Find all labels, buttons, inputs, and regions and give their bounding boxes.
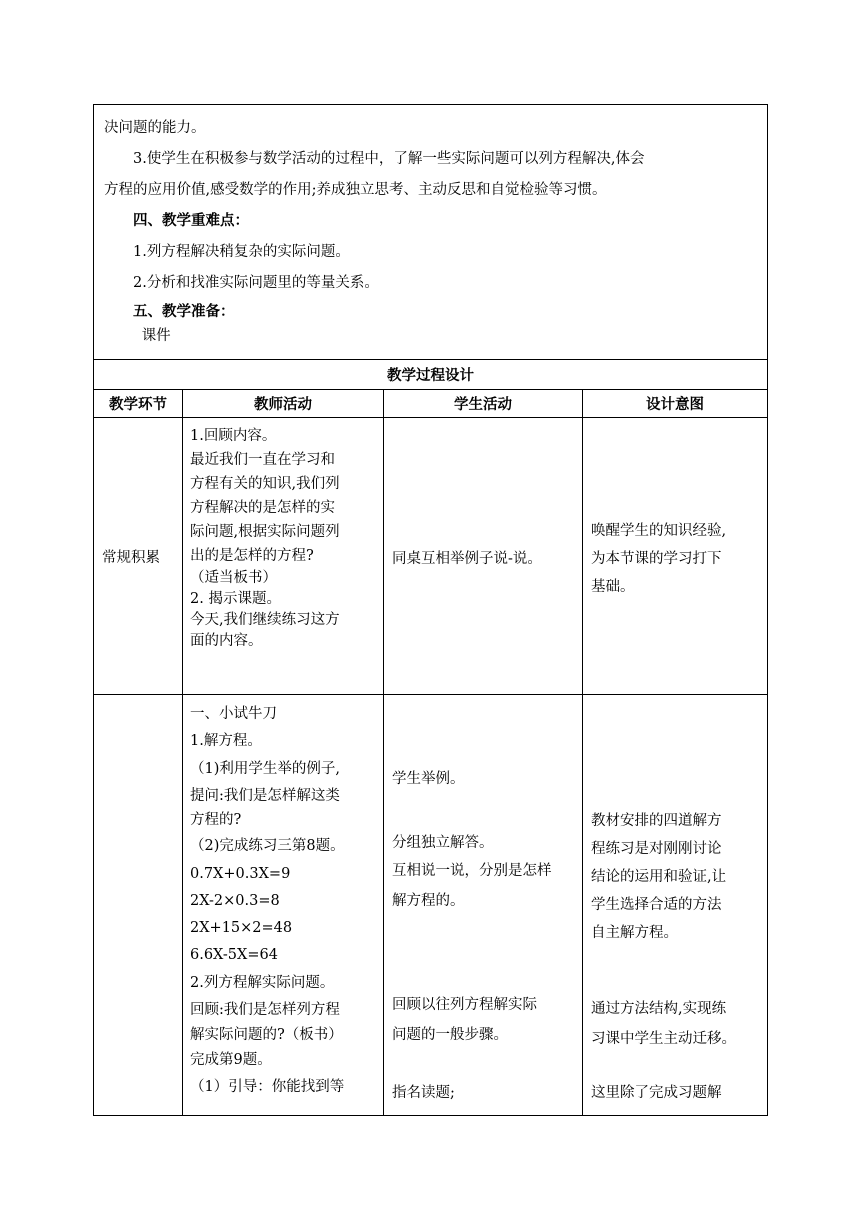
student-line: 互相说一说，分别是怎样: [392, 863, 552, 879]
intent-line: 为本节课的学习打下: [591, 551, 722, 567]
student-line: 解方程的。: [392, 893, 465, 909]
teacher-line: 回顾:我们是怎样列方程: [190, 1002, 340, 1018]
intro-line: 方程的应用价值,感受数学的作用;养成独立思考、主动反思和自觉检验等习惯。: [104, 182, 607, 198]
teacher-line: （1)利用学生举的例子,: [190, 761, 340, 777]
intent-line: 结论的运用和验证,让: [591, 869, 727, 885]
teacher-line: 提问:我们是怎样解这类: [190, 788, 340, 804]
teacher-line: （2)完成练习三第8题。: [190, 838, 345, 854]
header-teacher: 教师活动: [183, 390, 384, 418]
header-intent: 设计意图: [583, 390, 768, 418]
intro-block: [94, 105, 768, 360]
student-cell: [384, 695, 583, 1116]
intent-line: 程练习是对刚刚讨论: [591, 841, 722, 857]
header-student: 学生活动: [384, 390, 583, 418]
intent-line: 习课中学生主动迁移。: [591, 1031, 736, 1047]
stage-cell: [94, 695, 183, 1116]
student-line: 指名读题;: [392, 1085, 455, 1101]
teacher-line: 解实际问题的?（板书）: [190, 1027, 343, 1043]
intent-cell: [583, 418, 768, 695]
teacher-cell: [183, 695, 384, 1116]
intent-line: 教材安排的四道解方: [591, 813, 722, 829]
teacher-line: 6.6X-5X=64: [190, 947, 278, 963]
stage-cell: 常规积累: [94, 418, 183, 695]
teacher-line: 今天,我们继续练习这方: [190, 612, 340, 628]
intent-line: 学生选择合适的方法: [591, 897, 722, 913]
table-row: [94, 418, 768, 695]
student-line: 同桌互相举例子说-说。: [392, 551, 542, 567]
lesson-plan-table: [93, 104, 768, 1116]
student-line: 回顾以往列方程解实际: [392, 997, 537, 1013]
student-line: 问题的一般步骤。: [392, 1027, 508, 1043]
section-title: 教学过程设计: [94, 360, 768, 390]
teacher-line: 完成第9题。: [190, 1052, 272, 1068]
teacher-line: 面的内容。: [190, 633, 263, 649]
intro-line: 2.分析和找准实际问题里的等量关系。: [133, 275, 379, 291]
intent-line: 唤醒学生的知识经验,: [591, 523, 727, 539]
intent-line: 自主解方程。: [591, 925, 678, 941]
intro-line: 课件: [141, 328, 171, 344]
teacher-line: 2X+15×2=48: [190, 920, 293, 936]
intent-cell: [583, 695, 768, 1116]
teacher-line: 一、小试牛刀: [190, 706, 277, 722]
teacher-line: 方程有关的知识,我们列: [190, 476, 340, 492]
intent-line: 这里除了完成习题解: [591, 1085, 722, 1101]
intent-line: 基础。: [591, 579, 635, 595]
student-line: 分组独立解答。: [392, 835, 494, 851]
teacher-line: 2X-2×0.3=8: [190, 893, 280, 909]
teacher-line: 1.解方程。: [190, 733, 262, 749]
section-heading-difficulties: 四、教学重难点：: [133, 213, 249, 229]
student-cell: [384, 418, 583, 695]
teacher-line: 方程的?: [190, 812, 242, 828]
intent-line: 通过方法结构,实现练: [591, 1001, 727, 1017]
teacher-line: 际问题,根据实际问题列: [190, 524, 340, 540]
teacher-line: 1.回顾内容。: [190, 428, 277, 444]
teacher-line: 0.7X+0.3X=9: [190, 866, 291, 882]
header-stage: 教学环节: [94, 390, 183, 418]
teacher-line: （适当板书）: [190, 570, 277, 586]
teacher-line: （1）引导：你能找到等: [190, 1079, 345, 1095]
teacher-line: 2. 揭示课题。: [190, 591, 281, 607]
intro-line: 1.列方程解决稍复杂的实际问题。: [133, 244, 350, 260]
intro-line: 3.使学生在积极参与数学活动的过程中，了解一些实际问题可以列方程解决,体会: [133, 151, 645, 167]
teacher-line: 最近我们一直在学习和: [190, 452, 335, 468]
teacher-line: 方程解决的是怎样的实: [190, 500, 335, 516]
teacher-cell: [183, 418, 384, 695]
teacher-line: 出的是怎样的方程?: [190, 548, 314, 564]
section-heading-preparation: 五、教学准备：: [133, 304, 235, 320]
teacher-line: 2.列方程解实际问题。: [190, 975, 335, 991]
student-line: 学生举例。: [392, 771, 465, 787]
intro-line: 决问题的能力。: [104, 120, 206, 136]
table-row: [94, 695, 768, 1116]
